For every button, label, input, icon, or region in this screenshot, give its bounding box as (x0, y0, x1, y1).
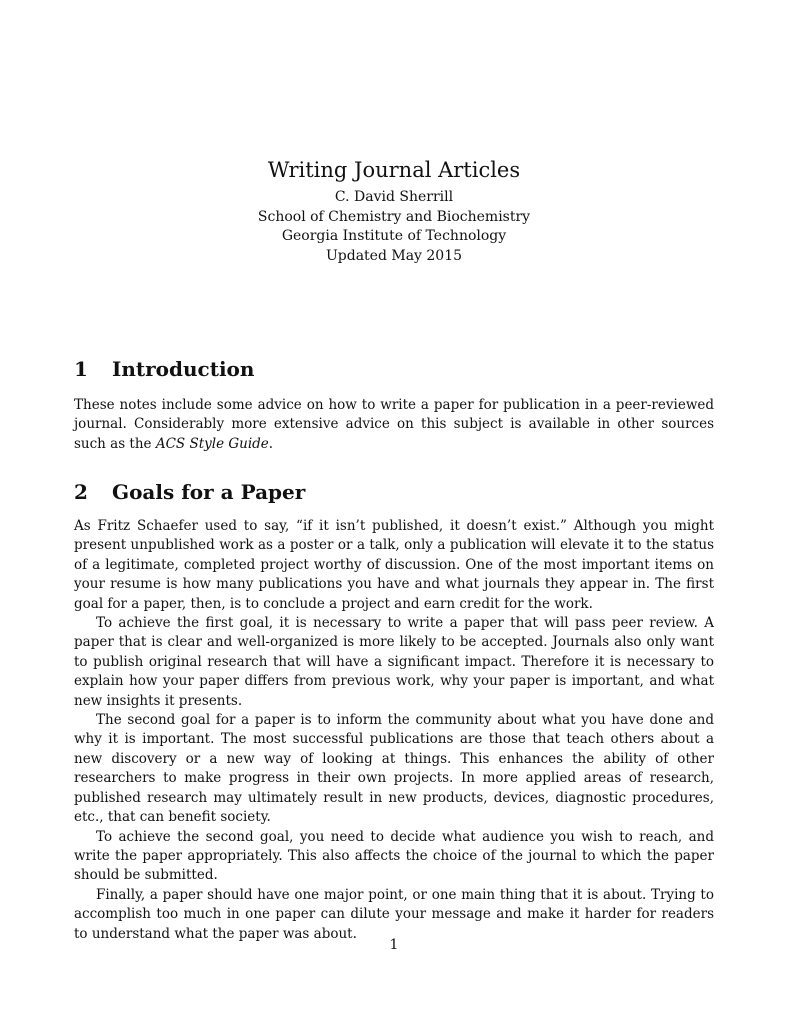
paragraph-text-end: . (268, 435, 274, 452)
affiliation-school: School of Chemistry and Biochemistry (257, 208, 531, 225)
section-heading-introduction (74, 356, 254, 382)
body-paragraph: To achieve the first goal, it is necessary to write a paper that will pass peer review. A paper that is clear and well-organized is more likely to be accepted. Journals also only want to publish original research that will have a significant impact. Therefore it is necessary to explain how your paper differs from previous work, why your paper is important, and what new insights it presents. (74, 615, 714, 709)
section-title: Introduction (112, 357, 255, 381)
body-paragraph: The second goal for a paper is to inform the community about what you have done and why it is important. The most successful publications are those that teach others about a new discovery or a new way of looking at things. This enhances the ability of other researchers to make progress in their own projects. In more applied areas of research, published research may ultimately result in new products, devices, diagnostic procedures, etc., that can benefit society. (74, 712, 714, 826)
update-date: Updated May 2015 (325, 247, 463, 264)
section-title: Goals for a Paper (112, 480, 306, 504)
acs-style-guide-reference: ACS Style Guide (155, 435, 269, 452)
page-number: 1 (389, 937, 399, 953)
section-number: 1 (74, 357, 88, 381)
body-paragraph: Finally, a paper should have one major point, or one main thing that it is about. Trying to accomplish too much in one paper can dilute your message and make it harder for readers to understand what the paper was about. (74, 886, 714, 942)
section-heading-goals (74, 479, 305, 505)
body-paragraph: As Fritz Schaefer used to say, “if it isn’t published, it doesn’t exist.” Although you might present unpublished work as a poster or a talk, only a publication will elevate it to the status of a legitimate, completed project worthy of discussion. One of the most important items on your resume is how many publications you have and what journals they appear in. The first goal for a paper, then, is to conclude a project and earn credit for the work. (74, 518, 714, 612)
introduction-body (74, 396, 714, 454)
document-title: Writing Journal Articles (267, 158, 521, 182)
title-block (0, 156, 788, 266)
author-name: C. David Sherrill (334, 189, 454, 205)
goals-body (74, 517, 714, 944)
paragraph-text: These notes include some advice on how to write a paper for publication in a peer-reviewed journal. Considerably more extensive advice on this subject is available in other sources such as the (74, 397, 714, 452)
introduction-paragraph (74, 396, 714, 454)
affiliation-institute: Georgia Institute of Technology (281, 228, 507, 244)
body-paragraph: To achieve the second goal, you need to decide what audience you wish to reach, and write the paper appropriately. This also affects the choice of the journal to which the paper should be submitted. (74, 828, 714, 884)
section-number: 2 (74, 480, 88, 504)
